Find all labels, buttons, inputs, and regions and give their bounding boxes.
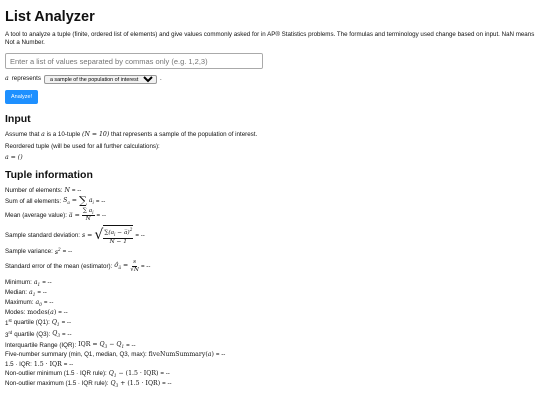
value: = -- <box>162 380 172 388</box>
analyze-row <box>5 90 535 113</box>
sem-frac: $\frac{s}{√N}$ <box>130 258 139 273</box>
value: = -- <box>126 341 136 349</box>
math-Q3: $Q_3$ <box>52 330 61 339</box>
value: = -- <box>160 370 170 378</box>
math-a0: $a_0$ <box>35 298 42 308</box>
row-minimum <box>5 279 535 287</box>
row-sample-sd <box>5 225 535 246</box>
reordered-label: Reordered tuple (will be used for all further calculations): <box>5 142 160 150</box>
value: = -- <box>135 231 145 239</box>
mean-frac: $\frac{\sum a_i}{N}$ <box>82 207 94 223</box>
row-nonoutlier-min <box>5 370 535 378</box>
label: Five-number summary (min, Q1, median, Q3, max): <box>5 351 147 359</box>
represents-var: a <box>5 75 9 83</box>
input-section <box>5 131 535 162</box>
math-Sa: $S_a$ = <box>63 197 77 206</box>
values-input[interactable] <box>5 53 263 69</box>
math-iqr15: 1.5 · IQR <box>33 360 62 368</box>
value: = -- <box>215 351 226 359</box>
tuple-info <box>5 187 535 388</box>
math-nonoutlier-max: $Q_3 + (1.5 \cdot IQR)$ <box>110 380 161 389</box>
label: Median: <box>5 289 28 297</box>
label: Mean (average value): <box>5 211 67 219</box>
represents-label: represents <box>11 75 41 83</box>
label: Modes: <box>5 309 26 317</box>
math-sigma-abar: $\sigmâ_{a̅}$ = <box>114 262 129 271</box>
label: Standard error of the mean (estimator): <box>5 262 113 270</box>
value: = -- <box>42 279 52 287</box>
math-a1-median: $a_1$ <box>29 288 36 298</box>
row-sample-var <box>5 247 535 257</box>
tuple-heading: Tuple information <box>5 169 93 181</box>
assume-post: that represents a sample of the population of interest. <box>111 130 258 138</box>
row-sem <box>5 259 535 274</box>
row-q3 <box>5 330 535 340</box>
label: Maximum: <box>5 299 34 307</box>
row-maximum <box>5 299 535 307</box>
math-s: s = <box>81 231 93 239</box>
label: Interquartile Range (IQR): <box>5 341 77 349</box>
row-five-num <box>5 351 535 359</box>
math-five-num: fiveNumSummary(a) <box>148 351 214 359</box>
value: = -- <box>96 211 107 219</box>
ordinal-1st: 1st <box>5 318 12 328</box>
assume-mid: is a 10-tuple <box>46 130 81 138</box>
value: = -- <box>58 309 68 317</box>
reordered-value: a = () <box>5 154 23 162</box>
label: Minimum: <box>5 279 32 287</box>
row-modes <box>5 309 535 317</box>
sqrt-icon: √ $\frac{\sum(a_i - a̅)^2}{N - 1}$ <box>94 227 133 245</box>
math-ai: $a_i$ <box>88 197 94 206</box>
page-title: List Analyzer <box>5 9 95 25</box>
row-sum <box>5 196 535 206</box>
value: = -- <box>140 262 151 270</box>
label: Sample variance: <box>5 248 53 256</box>
row-median <box>5 289 535 297</box>
analyze-button[interactable]: Analyze! <box>5 90 38 104</box>
description: A tool to analyze a tuple (finite, ordered list of elements) and give values commonly asked for in AP® Statistics problems. The formulas and terminology used change based on input. NaN means Not a Number. <box>5 31 535 46</box>
label: quartile (Q1): <box>13 319 50 327</box>
value: = -- <box>62 330 72 338</box>
math-nonoutlier-min: $Q_1 - (1.5 \cdot IQR)$ <box>108 369 159 379</box>
value: = -- <box>62 248 73 256</box>
math-abar: a̅ = <box>68 211 80 219</box>
value: = -- <box>61 319 72 327</box>
row-nonoutlier-max <box>5 380 535 388</box>
math-N: N <box>64 187 70 195</box>
label: Number of elements: <box>5 187 63 195</box>
value: = -- <box>63 360 74 368</box>
represents-select[interactable] <box>44 75 157 84</box>
math-modes: modes(a) <box>27 309 57 317</box>
represents-row <box>5 75 535 84</box>
row-iqr <box>5 341 535 349</box>
label: 1.5 · IQR: <box>5 360 32 368</box>
label: quartile (Q3): <box>14 330 51 338</box>
assume-text <box>5 131 535 139</box>
value: = -- <box>71 187 82 195</box>
math-s2: $s^2$ <box>54 247 61 257</box>
assume-var: a <box>41 130 45 138</box>
math-a1: $a_1$ <box>33 278 41 288</box>
assume-math: (N = 10) <box>82 130 110 138</box>
math-iqr: IQR = $Q_3 - Q_1$ <box>78 341 125 350</box>
value: = -- <box>95 197 106 205</box>
label: Sample standard deviation: <box>5 231 80 239</box>
value: = -- <box>37 289 47 297</box>
label: Non-outlier maximum (1.5 · IQR rule): <box>5 380 109 388</box>
label: Sum of all elements: <box>5 197 62 205</box>
math-Q1: $Q_1$ <box>51 319 60 328</box>
input-heading: Input <box>5 112 31 125</box>
row-mean <box>5 208 535 224</box>
assume-pre: Assume that <box>5 130 40 138</box>
ordinal-3rd: 3rd <box>5 329 13 339</box>
label: Non-outlier minimum (1.5 · IQR rule): <box>5 370 107 378</box>
sigma-icon: ∑ <box>78 194 87 208</box>
row-q1 <box>5 318 535 328</box>
row-iqr15 <box>5 361 535 369</box>
represents-suffix: . <box>159 75 162 83</box>
value: = -- <box>43 299 54 307</box>
